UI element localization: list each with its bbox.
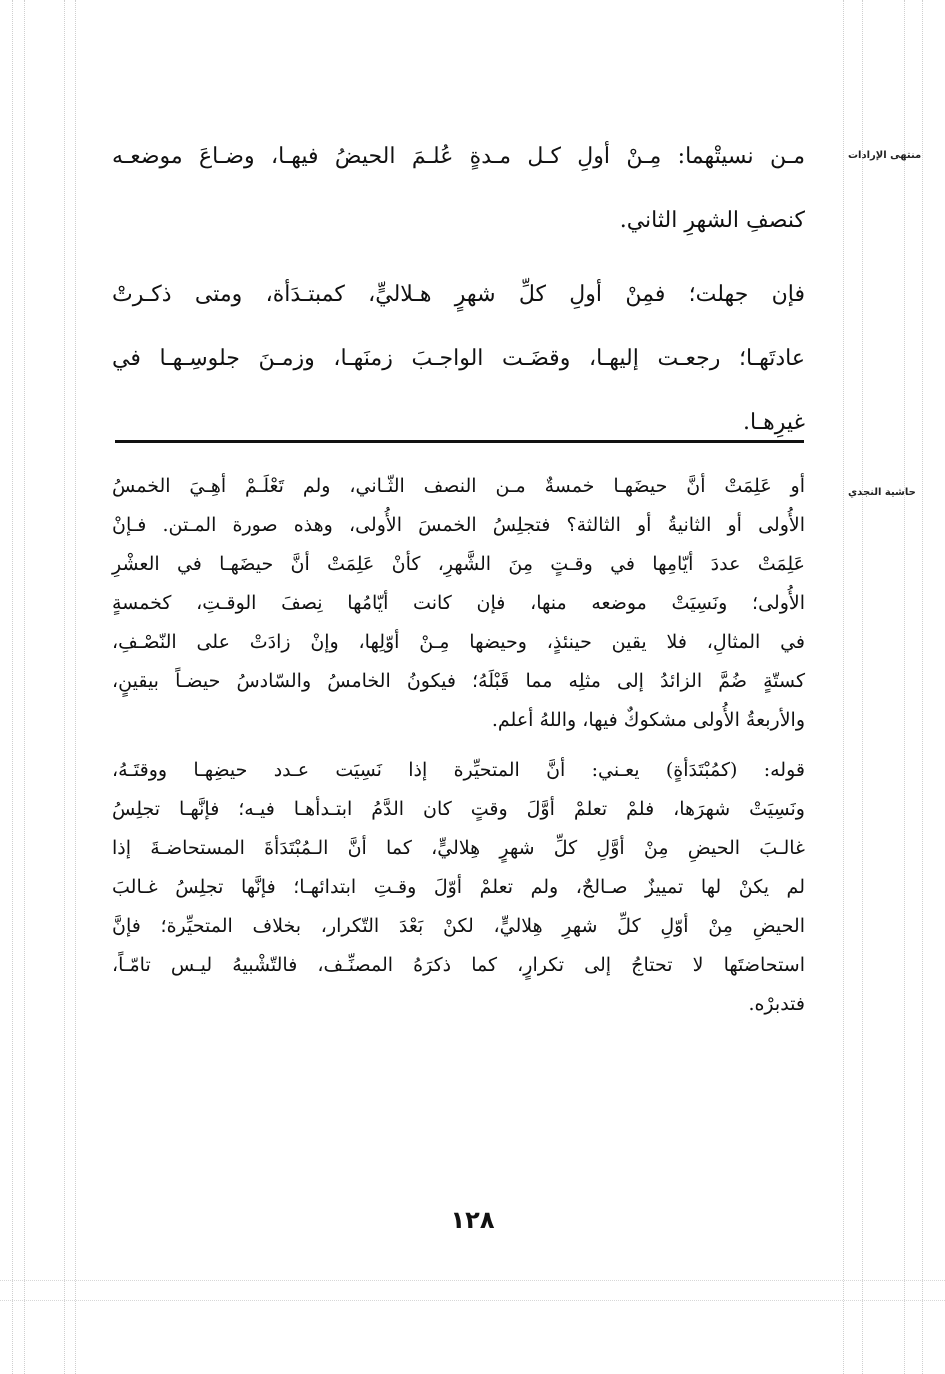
text-line: لم يكنْ لها تمييزٌ صـالحٌ، ولم تعلمْ أوّلَ وقـتِ ابتدائهـا؛ فإنَّها تجلِسُ غـالبَ (112, 876, 805, 898)
main-paragraph (112, 125, 805, 253)
page-number: ١٢٨ (450, 1206, 495, 1234)
text-line: كنصفِ الشهرِ الثاني. (619, 208, 805, 233)
text-line: قوله: (كمُبْتَدَأةٍ) يعـني: أنَّ المتحيِّرة إذا نَسِيَت عـدد حيضِهـا ووقتَـهُ، (112, 759, 805, 781)
scan-guide-line (862, 0, 863, 1374)
text-line: استحاضتَها لا تحتاجُ إلى تكرارٍ، كما ذكرَهُ المصنِّـف، فالتّشْبيهُ ليـس تامّـاً، (112, 954, 805, 976)
scan-guide-line (843, 0, 844, 1374)
hashia-paragraph (112, 751, 805, 1024)
scan-guide-line (24, 0, 25, 1374)
separator-rule (115, 440, 804, 443)
scan-guide-line (0, 1300, 945, 1301)
scan-guide-line (64, 0, 65, 1374)
text-line: فإن جهلت؛ فمِنْ أولِ كلِّ شهرٍ هـلاليٍّ، كمبتـدَأة، ومتى ذكـرتْ (112, 282, 805, 307)
text-line: الحيضِ مِنْ أوّلِ كلِّ شهرِ هِلاليٍّ، لكنْ بَعْدَ التّكرار، بخلاف المتحيِّرة؛ فإنَّ (112, 915, 805, 937)
side-label-main: منتهى الإرادات (848, 150, 922, 161)
text-line: فتدبرْه. (748, 993, 805, 1015)
text-line: ونَسِيَتْ شهرَها، فلمْ تعلمْ أوَّلَ وقتٍ كان الدَّمُ ابتـدأهـا فيـه؛ فإنَّهـا تجلِسُ (112, 798, 805, 820)
text-line: أو عَلِمَتْ أنَّ حيضَهـا خمسةٌ مـن النصف الثّـاني، ولم تَعْلَـمْ أهِـيَ الخمسُ (112, 475, 805, 497)
text-line: كستّةٍ ضُمَّ الزائدُ إلى مثلِه مما قَبْلَهُ؛ فيكونُ الخامسُ والسّادسُ حيضـاً بيقينٍ، (112, 670, 805, 692)
side-label-hashia: حاشية النجدي (848, 487, 916, 498)
main-text (112, 125, 805, 455)
text-line: مـن نسيتْهما: مِـنْ أولِ كـل مـدةٍ عُلـمَ الحيضُ فيهـا، وضـاعَ موضعـه (112, 144, 805, 169)
text-line: الأُولى؛ ونَسِيَتْ موضعه منها، فإن كانت أيّامُها نِصفَ الوقـتِ، كخمسةٍ (112, 592, 805, 614)
hashia-text (112, 467, 805, 1024)
scan-guide-line (922, 0, 923, 1374)
text-line: الأُولى أو الثانيةُ أو الثالثة؟ فتجلِسُ الخمسَ الأُولى، وهذه صورة المـتن. فـإنْ (112, 514, 805, 536)
text-line: عَلِمَتْ عددَ أيّامِها في وقـتٍ مِنَ الشَّهرِ، كأنْ عَلِمَتْ أنَّ حيضَهـا في العشْرِ (112, 553, 805, 575)
scan-guide-line (904, 0, 905, 1374)
scan-guide-line (75, 0, 76, 1374)
text-line: غيرِهـا. (742, 410, 805, 435)
text-line: والأربعةُ الأُولى مشكوكٌ فيها، واللهُ أعلم. (491, 709, 805, 731)
text-line: في المثالِ، فلا يقين حينئذٍ، وحيضها مِـنْ أوّلِها، وإنْ زادَتْ على النّصْـفِ، (112, 631, 805, 653)
scan-guide-line (0, 1280, 945, 1281)
scan-guide-line (12, 0, 13, 1374)
text-line: عادتَهـا؛ رجعـت إليهـا، وقضَـت الواجـبَ زمنَهـا، وزمـنَ جلوسِـهـا في (112, 346, 805, 371)
text-line: غالـبَ الحيضِ مِنْ أوَّلِ كلِّ شهرٍ هِلاليٍّ، كما أنَّ الـمُبْتَدَأةَ المستحاضـةَ إذا (112, 837, 805, 859)
hashia-paragraph (112, 467, 805, 740)
main-paragraph (112, 263, 805, 455)
